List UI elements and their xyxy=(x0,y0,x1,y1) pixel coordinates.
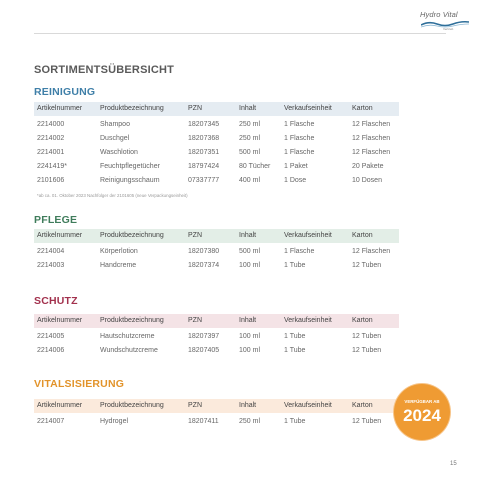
table-cell: 18207380 xyxy=(188,248,220,255)
table-cell: 12 Flaschen xyxy=(352,248,391,255)
table-cell: 12 Tuben xyxy=(352,418,382,425)
table-cell: 100 ml xyxy=(239,347,261,354)
table-cell: 1 Tube xyxy=(284,418,306,425)
table-cell: 12 Tuben xyxy=(352,262,382,269)
table-cell: 250 ml xyxy=(239,121,261,128)
table-cell: 400 ml xyxy=(239,177,261,184)
table-cell: 1 Flasche xyxy=(284,149,315,156)
table-cell: Waschlotion xyxy=(100,149,138,156)
table-cell: 2214004 xyxy=(37,248,65,255)
table-cell: 1 Tube xyxy=(284,262,306,269)
column-header: PZN xyxy=(188,105,202,112)
column-header: Produktbezeichnung xyxy=(100,105,164,112)
table-cell: 18207397 xyxy=(188,333,220,340)
table-cell: 250 ml xyxy=(239,135,261,142)
table-cell: 18207351 xyxy=(188,149,220,156)
table-cell: 500 ml xyxy=(239,149,261,156)
table-cell: Feuchtpflegetücher xyxy=(100,163,160,170)
column-header: PZN xyxy=(188,232,202,239)
column-header: Inhalt xyxy=(239,105,257,112)
table-header-vitalsisierung xyxy=(34,399,399,413)
table-cell: 250 ml xyxy=(239,418,261,425)
table-cell: 1 Dose xyxy=(284,177,307,184)
availability-badge xyxy=(394,384,450,440)
table-cell: 12 Flaschen xyxy=(352,121,391,128)
column-header: Verkaufseinheit xyxy=(284,317,332,324)
table-header-reinigung xyxy=(34,102,399,116)
table-cell: 18207405 xyxy=(188,347,220,354)
column-header: Produktbezeichnung xyxy=(100,232,164,239)
table-cell: Wundschutzcreme xyxy=(100,347,158,354)
section-title-schutz: SCHUTZ xyxy=(34,295,78,307)
table-cell: Shampoo xyxy=(100,121,130,128)
table-cell: Duschgel xyxy=(100,135,130,142)
table-cell: 2214002 xyxy=(37,135,65,142)
table-cell: 18207411 xyxy=(188,418,219,425)
table-cell: 1 Flasche xyxy=(284,121,315,128)
column-header: Verkaufseinheit xyxy=(284,105,332,112)
table-cell: 2214003 xyxy=(37,262,65,269)
table-cell: Hautschutzcreme xyxy=(100,333,155,340)
table-cell: 1 Tube xyxy=(284,347,306,354)
column-header: Karton xyxy=(352,105,373,112)
column-header: Inhalt xyxy=(239,317,257,324)
table-cell: Hydrogel xyxy=(100,418,129,425)
page-number: 15 xyxy=(450,461,457,467)
table-cell: 2241419* xyxy=(37,163,67,170)
table-cell: 2214005 xyxy=(37,333,65,340)
table-cell: 07337777 xyxy=(188,177,220,184)
table-cell: 2214006 xyxy=(37,347,65,354)
column-header: PZN xyxy=(188,317,202,324)
badge-label: VERFÜGBAR AB xyxy=(404,399,440,404)
logo-subtext: Vertrieb xyxy=(443,27,454,31)
table-cell: 80 Tücher xyxy=(239,163,271,170)
table-cell: 1 Flasche xyxy=(284,135,315,142)
column-header: Artikelnummer xyxy=(37,402,83,409)
table-cell: 20 Pakete xyxy=(352,163,384,170)
column-header: PZN xyxy=(188,402,202,409)
logo-text: Hydro Vital xyxy=(420,10,458,19)
table-cell: 1 Paket xyxy=(284,163,308,170)
table-cell: 2101606 xyxy=(37,177,65,184)
footnote: *ab ca. 01. Oktober 2023 Nachfolger der 2101605 (neue Verpackungseinheit) xyxy=(37,193,188,198)
badge-year: 2024 xyxy=(403,406,441,425)
column-header: Karton xyxy=(352,402,373,409)
table-cell: 2214007 xyxy=(37,418,65,425)
column-header: Karton xyxy=(352,232,373,239)
table-header-pflege xyxy=(34,229,399,243)
table-cell: 100 ml xyxy=(239,262,261,269)
column-header: Karton xyxy=(352,317,373,324)
page-title: SORTIMENTSÜBERSICHT xyxy=(34,64,175,76)
column-header: Inhalt xyxy=(239,402,257,409)
column-header: Artikelnummer xyxy=(37,232,83,239)
table-cell: 18797424 xyxy=(188,163,220,170)
table-cell: 12 Tuben xyxy=(352,333,382,340)
brand-logo xyxy=(417,8,473,34)
table-cell: 2214000 xyxy=(37,121,65,128)
column-header: Artikelnummer xyxy=(37,317,83,324)
section-title-pflege: PFLEGE xyxy=(34,214,78,226)
table-cell: 1 Flasche xyxy=(284,248,315,255)
table-cell: Handcreme xyxy=(100,262,137,269)
table-cell: 12 Tuben xyxy=(352,347,382,354)
column-header: Inhalt xyxy=(239,232,257,239)
table-cell: 12 Flaschen xyxy=(352,135,391,142)
table-cell: 18207374 xyxy=(188,262,220,269)
column-header: Produktbezeichnung xyxy=(100,402,164,409)
column-header: Artikelnummer xyxy=(37,105,83,112)
table-cell: Körperlotion xyxy=(100,248,138,255)
header-divider xyxy=(34,33,446,34)
table-cell: 12 Flaschen xyxy=(352,149,391,156)
table-cell: 2214001 xyxy=(37,149,65,156)
table-cell: 18207368 xyxy=(188,135,220,142)
table-header-schutz xyxy=(34,314,399,328)
table-cell: 18207345 xyxy=(188,121,220,128)
column-header: Verkaufseinheit xyxy=(284,402,332,409)
table-cell: Reinigungsschaum xyxy=(100,177,160,184)
table-cell: 500 ml xyxy=(239,248,261,255)
column-header: Produktbezeichnung xyxy=(100,317,164,324)
table-cell: 100 ml xyxy=(239,333,261,340)
section-title-reinigung: REINIGUNG xyxy=(34,86,96,98)
table-cell: 1 Tube xyxy=(284,333,306,340)
section-title-vitalsisierung: VITALSISIERUNG xyxy=(34,378,125,390)
column-header: Verkaufseinheit xyxy=(284,232,332,239)
table-cell: 10 Dosen xyxy=(352,177,382,184)
